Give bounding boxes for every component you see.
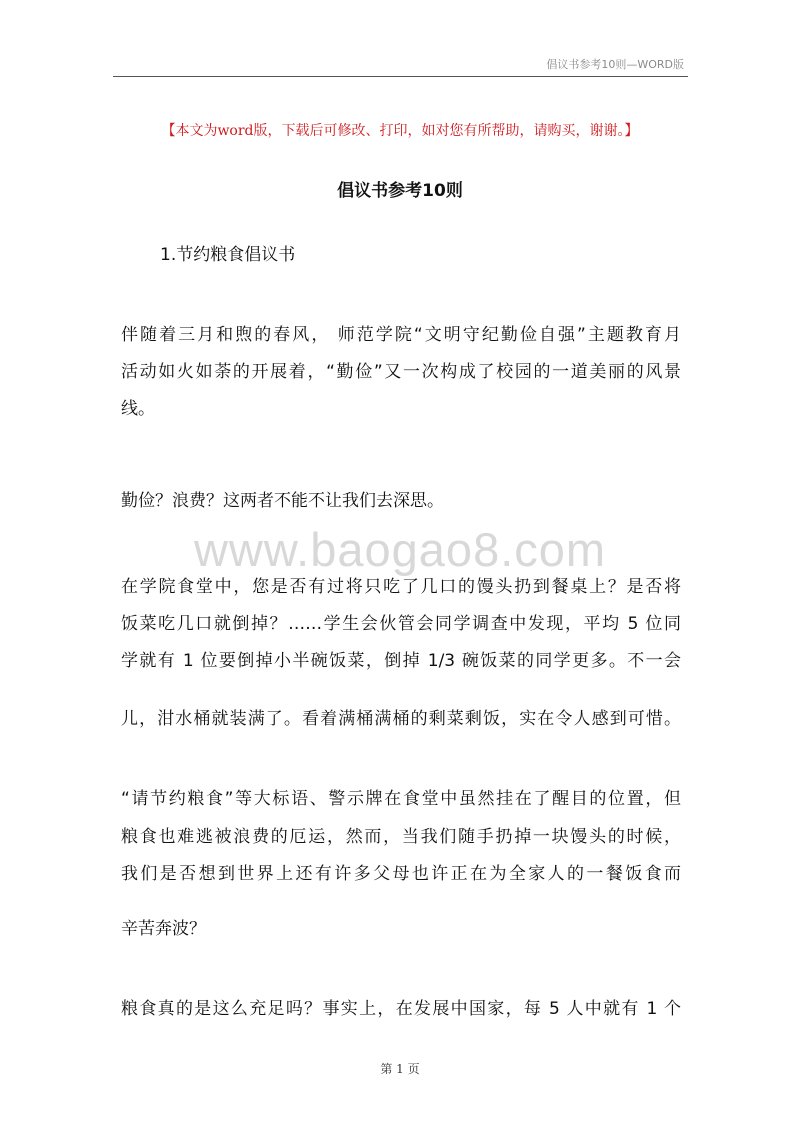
word-version-notice: 【本文为word版，下载后可修改、打印，如对您有所帮助，请购买，谢谢。】 <box>161 123 639 139</box>
paragraph-line: 我们是否想到世界上还有许多父母也许正在为全家人的一餐饭食而 <box>121 864 681 884</box>
header-divider <box>113 76 688 77</box>
paragraph-line: “请节约粮食”等大标语、警示牌在食堂中虽然挂在了醒目的位置，但 <box>121 789 681 809</box>
paragraph-line: 学就有 1 位要倒掉小半碗饭菜，倒掉 1/3 碗饭菜的同学更多。不一会 <box>121 651 681 671</box>
paragraph-line: 粮食也难逃被浪费的厄运，然而，当我们随手扔掉一块馒头的时候， <box>121 827 681 847</box>
paragraph-line: 活动如火如荼的开展着，“勤俭”又一次构成了校园的一道美丽的风景 <box>121 362 681 382</box>
paragraph-line: 勤俭？浪费？这两者不能不让我们去深思。 <box>121 491 444 511</box>
paragraph-line: 粮食真的是这么充足吗？事实上，在发展中国家，每 5 人中就有 1 个 <box>121 999 681 1019</box>
running-header: 倡议书参考10则—WORD版 <box>546 58 684 71</box>
paragraph-line: 饭菜吃几口就倒掉？……学生会伙管会同学调查中发现，平均 5 位同 <box>121 614 681 634</box>
page-number: 第 1 页 <box>380 1062 420 1076</box>
paragraph-line: 伴随着三月和煦的春风， 师范学院“文明守纪勤俭自强”主题教育月 <box>121 325 681 345</box>
section-heading: 1.节约粮食倡议书 <box>160 245 296 265</box>
paragraph-line: 辛苦奔波？ <box>121 919 206 939</box>
paragraph-line: 儿，泔水桶就装满了。看着满桶满桶的剩菜剩饭，实在令人感到可惜。 <box>121 709 681 729</box>
paragraph-line: 线。 <box>121 399 155 419</box>
watermark: www.baogao8.com <box>193 523 607 576</box>
paragraph-line: 在学院食堂中，您是否有过将只吃了几口的馒头扔到餐桌上？是否将 <box>121 577 681 597</box>
document-title: 倡议书参考10则 <box>337 181 463 201</box>
